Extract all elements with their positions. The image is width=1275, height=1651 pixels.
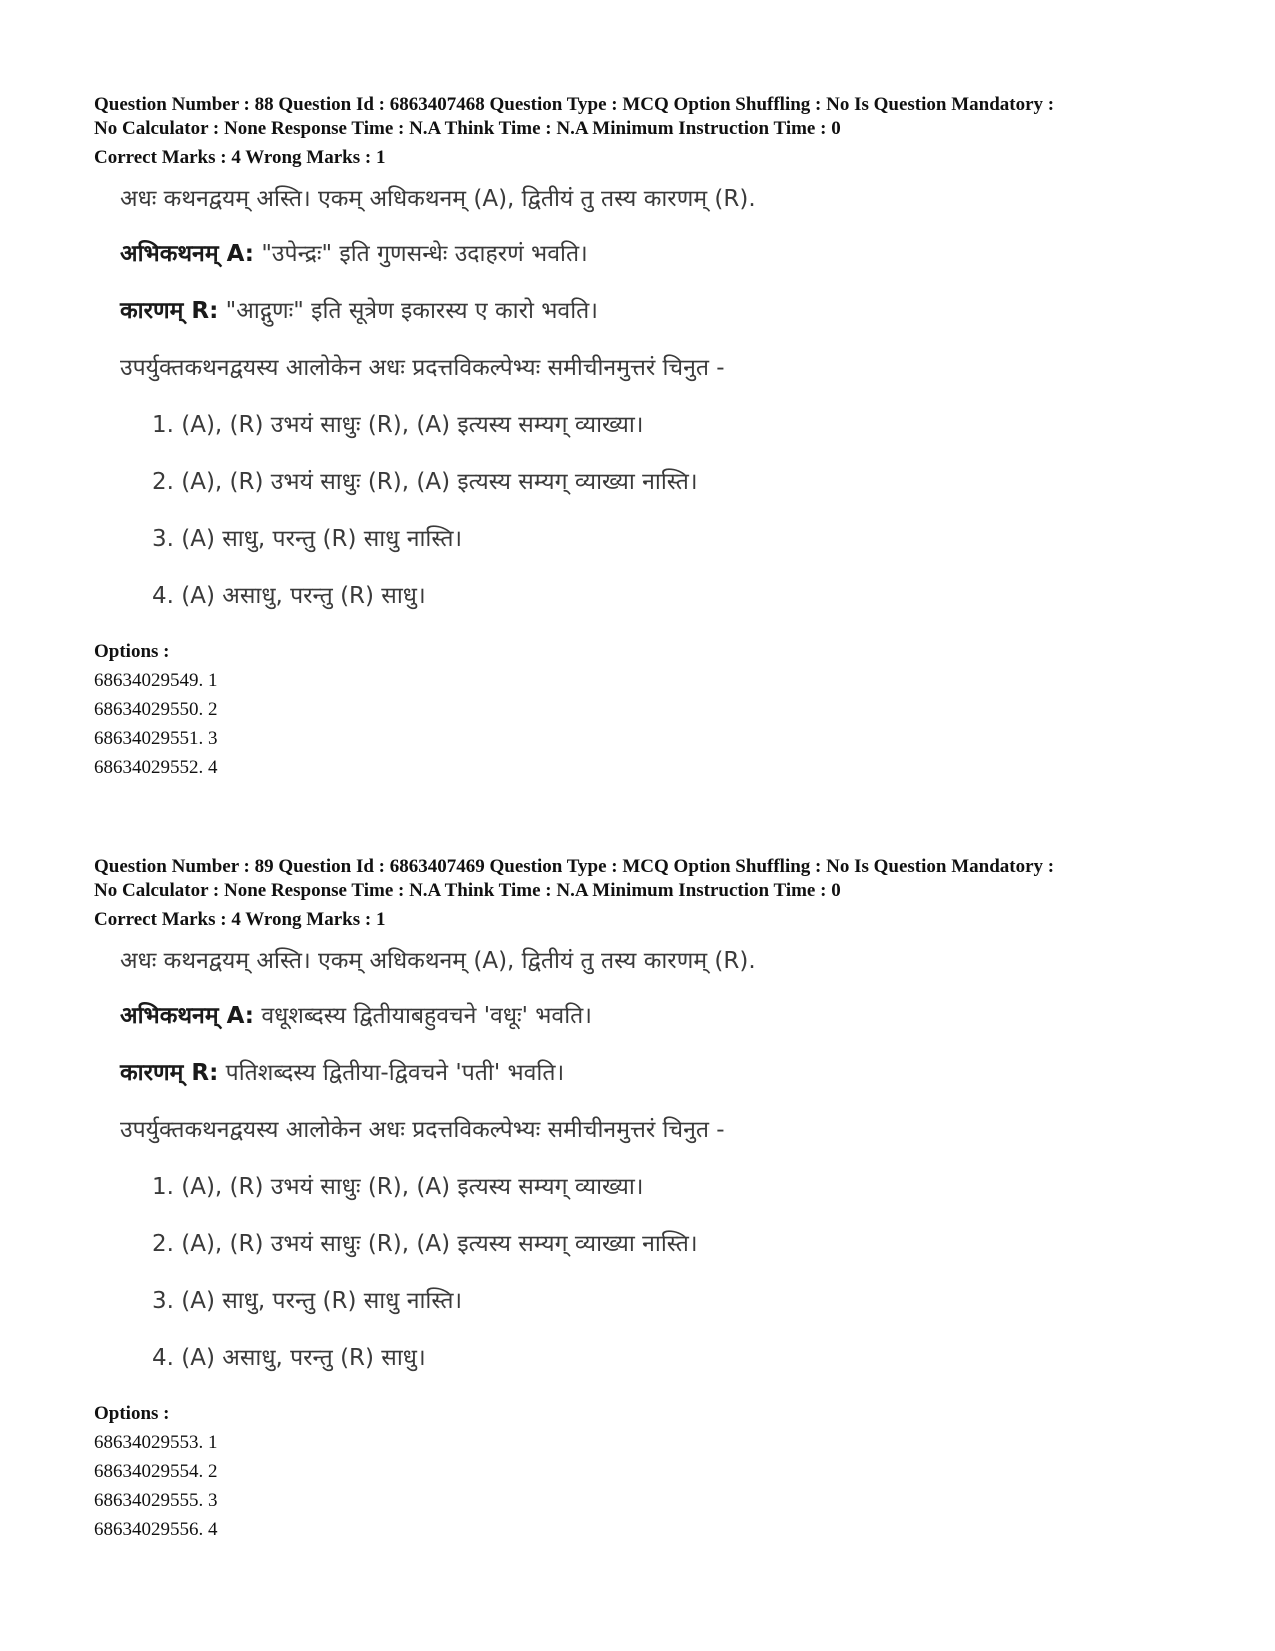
assertion [120, 1001, 1214, 1031]
option-item: 68634029550. 2 [94, 699, 218, 720]
assertion-label: अभिकथनम् A: [120, 1003, 255, 1029]
question-meta-line: No Calculator : None Response Time : N.A Think Time : N.A Minimum Instruction Time : 0 [94, 880, 841, 901]
option-item: 68634029552. 4 [94, 757, 218, 778]
answer-choice: 2. (A), (R) उभयं साधुः (R), (A) इत्यस्य सम्यग् व्याख्या नास्ति। [152, 1231, 698, 1257]
answer-choice: 1. (A), (R) उभयं साधुः (R), (A) इत्यस्य सम्यग् व्याख्या। [152, 412, 644, 438]
assertion [120, 239, 1214, 269]
question-body [120, 946, 1214, 1373]
answer-choice: 4. (A) असाधु, परन्तु (R) साधु। [152, 1345, 426, 1371]
question-block [94, 855, 1214, 1544]
option-item: 68634029556. 4 [94, 1519, 218, 1540]
answer-choice: 3. (A) साधु, परन्तु (R) साधु नास्ति। [152, 1288, 463, 1314]
option-item: 68634029549. 1 [94, 670, 218, 691]
reason-text: पतिशब्दस्य द्वितीया-द्विवचने 'पती' भवति। [225, 1060, 565, 1086]
question-meta-line: No Calculator : None Response Time : N.A Think Time : N.A Minimum Instruction Time : 0 [94, 118, 841, 139]
answer-choice: 3. (A) साधु, परन्तु (R) साधु नास्ति। [152, 526, 463, 552]
assertion-label: अभिकथनम् A: [120, 241, 255, 267]
answer-choice: 4. (A) असाधु, परन्तु (R) साधु। [152, 583, 426, 609]
reason [120, 1058, 1214, 1088]
question-marks: Correct Marks : 4 Wrong Marks : 1 [94, 909, 386, 930]
reason [120, 296, 1214, 326]
question-meta-line: Question Number : 88 Question Id : 6863407468 Question Type : MCQ Option Shuffling : No Is Question Mandatory : [94, 94, 1055, 115]
option-item: 68634029553. 1 [94, 1432, 218, 1453]
assertion-text: वधूशब्दस्य द्वितीयाबहुवचने 'वधूः' भवति। [261, 1003, 593, 1029]
reason-label: कारणम् R: [120, 1060, 219, 1086]
reason-label: कारणम् R: [120, 298, 219, 324]
question-block [94, 93, 1214, 782]
assertion-text: "उपेन्द्रः" इति गुणसन्धेः उदाहरणं भवति। [261, 241, 588, 267]
option-item: 68634029555. 3 [94, 1490, 218, 1511]
answer-choice: 2. (A), (R) उभयं साधुः (R), (A) इत्यस्य सम्यग् व्याख्या नास्ति। [152, 469, 698, 495]
question-intro: अधः कथनद्वयम् अस्ति। एकम् अधिकथनम् (A), द्वितीयं तु तस्य कारणम् (R). [120, 948, 756, 974]
question-intro: अधः कथनद्वयम् अस्ति। एकम् अधिकथनम् (A), द्वितीयं तु तस्य कारणम् (R). [120, 186, 756, 212]
question-instruction: उपर्युक्तकथनद्वयस्य आलोकेन अधः प्रदत्तविकल्पेभ्यः समीचीनमुत्तरं चिनुत - [120, 1117, 725, 1143]
options-title: Options : [94, 641, 170, 662]
question-meta-line: Question Number : 89 Question Id : 6863407469 Question Type : MCQ Option Shuffling : No Is Question Mandatory : [94, 856, 1055, 877]
options-title: Options : [94, 1403, 170, 1424]
answer-choice: 1. (A), (R) उभयं साधुः (R), (A) इत्यस्य सम्यग् व्याख्या। [152, 1174, 644, 1200]
options-list [94, 638, 1214, 782]
reason-text: "आद्गुणः" इति सूत्रेण इकारस्य ए कारो भवति। [225, 298, 598, 324]
option-item: 68634029551. 3 [94, 728, 218, 749]
question-marks: Correct Marks : 4 Wrong Marks : 1 [94, 147, 386, 168]
options-list [94, 1400, 1214, 1544]
question-body [120, 184, 1214, 611]
option-item: 68634029554. 2 [94, 1461, 218, 1482]
question-instruction: उपर्युक्तकथनद्वयस्य आलोकेन अधः प्रदत्तविकल्पेभ्यः समीचीनमुत्तरं चिनुत - [120, 355, 725, 381]
